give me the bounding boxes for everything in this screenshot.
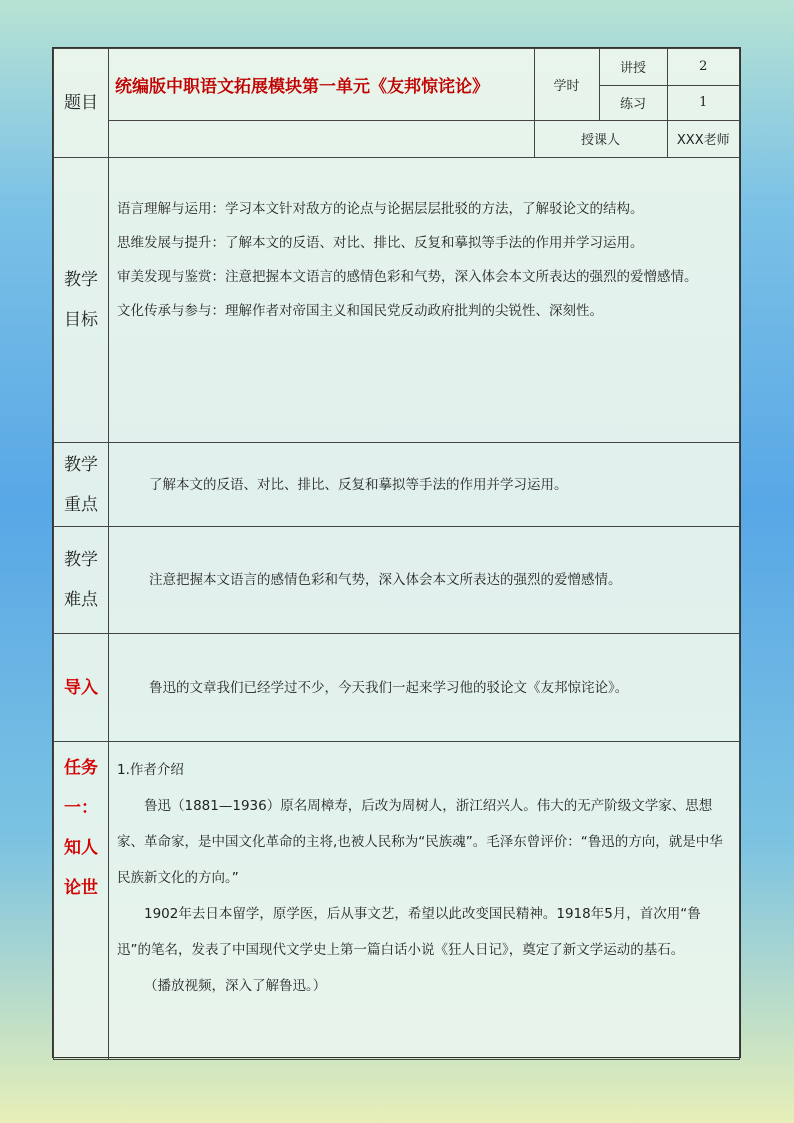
focus-text: 了解本文的反语、对比、排比、反复和摹拟等手法的作用并学习运用。 <box>109 443 740 527</box>
lesson-plan-table <box>53 48 740 1060</box>
author-history-paragraph: 1902年去日本留学，原学医，后从事文艺，希望以此改变国民精神。1918年5月，首次用“鲁迅”的笔名，发表了中国现代文学史上第一篇白话小说《狂人日记》，奠定了新文学运动的基石。 <box>117 906 701 958</box>
difficulty-text: 注意把握本文语言的感情色彩和气势，深入体会本文所表达的强烈的爱憎感情。 <box>109 527 740 634</box>
difficulty-label: 教学 难点 <box>54 527 109 634</box>
goal-line-culture: 文化传承与参与：理解作者对帝国主义和国民党反动政府批判的尖锐性、深刻性。 <box>117 303 603 319</box>
lesson-title: 统编版中职语文拓展模块第一单元《友邦惊诧论》 <box>115 76 489 97</box>
teacher-value: XXX老师 <box>667 120 739 157</box>
video-note: （播放视频，深入了解鲁迅。） <box>144 978 327 994</box>
task1-label: 任务 一： 知人 论世 <box>54 742 109 1060</box>
lecture-value: 2 <box>667 49 739 85</box>
difficulty-row <box>54 527 740 634</box>
focus-row <box>54 443 740 527</box>
teacher-label: 授课人 <box>534 120 667 157</box>
lesson-title-cell <box>109 49 534 120</box>
goals-row <box>54 158 740 443</box>
hours-label: 学时 <box>534 49 599 120</box>
task1-row <box>54 742 740 1060</box>
focus-label: 教学 重点 <box>54 443 109 527</box>
goals-label: 教学 目标 <box>54 158 109 443</box>
author-bio-paragraph: 鲁迅（1881—1936）原名周樟寿，后改为周树人，浙江绍兴人。伟大的无产阶级文学家、思想家、革命家，是中国文化革命的主将,也被人民称为“民族魂”。毛泽东曾评价：“鲁迅的方向，就是中华民族新文化的方向。” <box>117 798 723 886</box>
task1-content <box>109 742 740 1060</box>
intro-label: 导入 <box>54 634 109 742</box>
practice-label: 练习 <box>599 85 667 120</box>
header-info-table <box>109 49 739 157</box>
lesson-plan-sheet <box>52 47 741 1058</box>
practice-value: 1 <box>667 85 739 120</box>
goals-content <box>109 158 740 443</box>
topic-label: 题目 <box>54 49 109 158</box>
goal-line-language: 语言理解与运用：学习本文针对敌方的论点与论据层层批驳的方法，了解驳论文的结构。 <box>117 201 644 217</box>
lecture-label: 讲授 <box>599 49 667 85</box>
intro-text: 鲁迅的文章我们已经学过不少，今天我们一起来学习他的驳论文《友邦惊诧论》。 <box>109 634 740 742</box>
header-row <box>54 49 740 158</box>
goal-line-thinking: 思维发展与提升：了解本文的反语、对比、排比、反复和摹拟等手法的作用并学习运用。 <box>117 235 644 251</box>
author-intro-heading: 1.作者介绍 <box>117 762 184 778</box>
intro-row <box>54 634 740 742</box>
goal-line-aesthetic: 审美发现与鉴赏：注意把握本文语言的感情色彩和气势，深入体会本文所表达的强烈的爱憎感情。 <box>117 269 698 285</box>
